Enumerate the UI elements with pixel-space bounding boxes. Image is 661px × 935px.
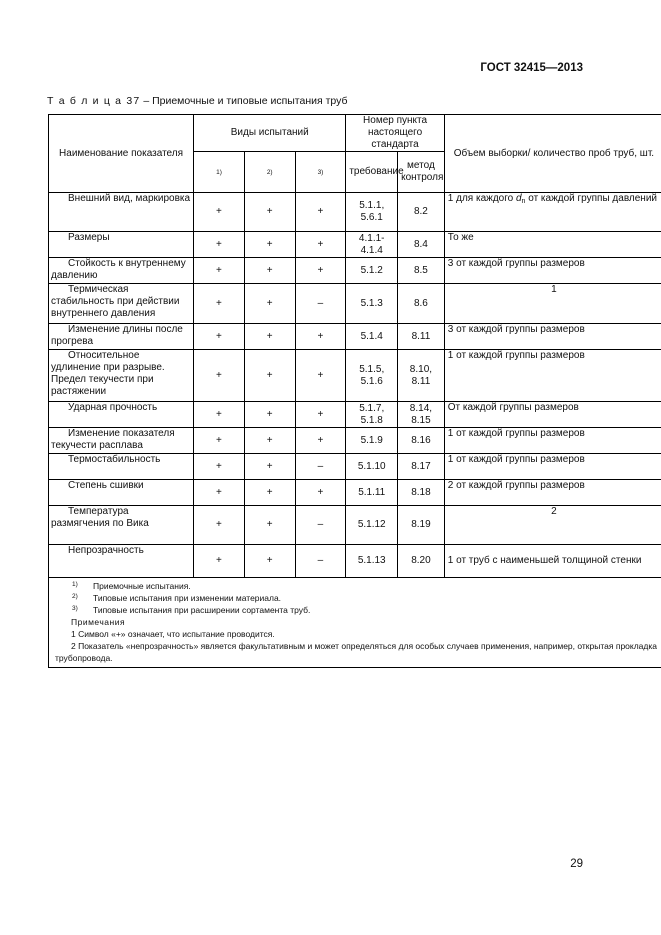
tests-table <box>48 114 661 668</box>
test-mark-1: 1) <box>216 168 222 176</box>
row-method: 8.2 <box>398 193 445 232</box>
table-row <box>49 324 661 350</box>
row-test-3: + <box>295 428 346 454</box>
row-test-3: + <box>295 324 346 350</box>
row-sample-text: 1 <box>551 284 557 295</box>
row-sample <box>444 545 661 578</box>
row-name: Внешний вид, маркировка <box>49 193 194 232</box>
footnote <box>55 604 657 616</box>
row-test-1: + <box>194 454 245 480</box>
row-method: 8.18 <box>398 480 445 506</box>
row-name: Термическая стабильность при действии внутреннего давления <box>49 284 194 324</box>
table-row <box>49 258 661 284</box>
col-header-method: метод контроля <box>398 152 445 193</box>
row-name: Термостабильность <box>49 454 194 480</box>
row-method: 8.11 <box>398 324 445 350</box>
row-test-1: + <box>194 324 245 350</box>
row-name: Изменение показателя текучести расплава <box>49 428 194 454</box>
table-row <box>49 284 661 324</box>
row-sample-text: От каждой группы размеров <box>447 402 579 413</box>
row-test-1: + <box>194 428 245 454</box>
row-requirement: 5.1.5, 5.1.6 <box>346 350 398 402</box>
table-row <box>49 232 661 258</box>
row-name: Изменение длины после прогрева <box>49 324 194 350</box>
row-requirement: 5.1.11 <box>346 480 398 506</box>
footnote-mark: 3) <box>72 605 78 612</box>
row-requirement: 5.1.7, 5.1.8 <box>346 402 398 428</box>
table-row <box>49 402 661 428</box>
footnote-mark: 2) <box>72 593 78 600</box>
footnote-text: Типовые испытания при изменении материала. <box>93 593 282 603</box>
row-requirement: 4.1.1-4.1.4 <box>346 232 398 258</box>
col-header-test-3 <box>295 152 346 193</box>
footnote <box>55 592 657 604</box>
row-sample-text: 3 от каждой группы размеров <box>447 324 585 335</box>
row-test-1: + <box>194 193 245 232</box>
row-test-1: + <box>194 232 245 258</box>
row-sample-text: 2 от каждой группы размеров <box>447 480 585 491</box>
row-test-3: – <box>295 506 346 545</box>
footnote-text: Типовые испытания при расширении сортамента труб. <box>93 605 311 615</box>
table-row <box>49 350 661 402</box>
row-sample <box>444 454 661 480</box>
row-sample-tail: от каждой группы давлений <box>525 193 658 204</box>
table-row <box>49 193 661 232</box>
row-test-2: + <box>244 193 295 232</box>
row-sample-text: То же <box>447 232 474 243</box>
row-requirement: 5.1.12 <box>346 506 398 545</box>
test-mark-2: 2) <box>266 168 273 176</box>
row-sample <box>444 350 661 402</box>
row-sample-text: 1 от труб с наименьшей толщиной стенки <box>447 555 642 566</box>
table-caption <box>47 95 348 107</box>
row-test-2: + <box>244 402 295 428</box>
row-method: 8.14, 8.15 <box>398 402 445 428</box>
row-sample <box>444 402 661 428</box>
row-method: 8.17 <box>398 454 445 480</box>
row-test-1: + <box>194 545 245 578</box>
row-test-1: + <box>194 402 245 428</box>
col-header-tests: Виды испытаний <box>194 115 346 152</box>
row-requirement: 5.1.13 <box>346 545 398 578</box>
row-test-3: + <box>295 480 346 506</box>
row-sample <box>444 258 661 284</box>
row-method: 8.5 <box>398 258 445 284</box>
table-row <box>49 454 661 480</box>
row-method: 8.4 <box>398 232 445 258</box>
row-test-2: + <box>244 232 295 258</box>
row-sample <box>444 506 661 545</box>
standard-designation: ГОСТ 32415—2013 <box>480 62 583 74</box>
row-name: Ударная прочность <box>49 402 194 428</box>
footnote <box>55 580 657 592</box>
row-sample <box>444 324 661 350</box>
table-caption-prefix: Т а б л и ц а 37 <box>47 95 141 107</box>
row-test-1: + <box>194 480 245 506</box>
row-method: 8.6 <box>398 284 445 324</box>
table-footer <box>49 578 661 668</box>
table-row <box>49 545 661 578</box>
row-test-2: + <box>244 324 295 350</box>
table-row <box>49 480 661 506</box>
row-sample-text: 1 для каждого <box>447 193 514 204</box>
row-name: Степень сшивки <box>49 480 194 506</box>
row-method: 8.16 <box>398 428 445 454</box>
notes-title: Примечания <box>71 617 126 627</box>
note-item: 1 Символ «+» означает, что испытание проводится. <box>71 629 275 639</box>
row-test-2: + <box>244 480 295 506</box>
row-test-2: + <box>244 428 295 454</box>
row-name: Размеры <box>49 232 194 258</box>
row-requirement: 5.1.4 <box>346 324 398 350</box>
row-requirement: 5.1.10 <box>346 454 398 480</box>
row-name: Температура размягчения по Вика <box>49 506 194 545</box>
row-test-1: + <box>194 506 245 545</box>
row-test-2: + <box>244 454 295 480</box>
col-header-test-1 <box>194 152 245 193</box>
footnote-mark: 1) <box>72 581 78 588</box>
col-header-test-2 <box>244 152 295 193</box>
col-header-sample: Объем выборки/ количество проб труб, шт. <box>444 115 661 193</box>
row-requirement: 5.1.9 <box>346 428 398 454</box>
row-test-3: + <box>295 258 346 284</box>
row-sample-subscript: n <box>521 198 526 205</box>
row-sample-text: 2 <box>551 506 557 517</box>
row-test-3: + <box>295 232 346 258</box>
row-sample-symbol: d <box>515 193 522 204</box>
row-name: Стойкость к внутреннему давлению <box>49 258 194 284</box>
row-name: Непрозрачность <box>49 545 194 578</box>
row-sample <box>444 232 661 258</box>
row-requirement: 5.1.2 <box>346 258 398 284</box>
col-header-requirement: требование <box>346 152 398 193</box>
page-number: 29 <box>570 858 583 870</box>
row-sample-text: 1 от каждой группы размеров <box>447 428 585 439</box>
row-requirement: 5.1.1, 5.6.1 <box>346 193 398 232</box>
row-sample <box>444 480 661 506</box>
row-method: 8.20 <box>398 545 445 578</box>
row-sample-text: 1 от каждой группы размеров <box>447 350 585 361</box>
col-header-clause: Номер пункта настоящего стандарта <box>346 115 444 152</box>
table-caption-text: – Приемочные и типовые испытания труб <box>140 95 348 107</box>
col-header-name: Наименование показателя <box>49 115 194 193</box>
note-item: 2 Показатель «непрозрачность» является факультативным и может определяться для особых случаев применения, например, открытая прокладка трубопровода. <box>55 641 658 663</box>
footnote-text: Приемочные испытания. <box>93 581 191 591</box>
row-test-3: – <box>295 545 346 578</box>
row-test-2: + <box>244 258 295 284</box>
row-method: 8.10, 8.11 <box>398 350 445 402</box>
test-mark-3: 3) <box>317 168 324 176</box>
row-test-2: + <box>244 350 295 402</box>
row-sample <box>444 428 661 454</box>
table-row <box>49 506 661 545</box>
row-name: Относительное удлинение при разрыве. Предел текучести при растяжении <box>49 350 194 402</box>
row-requirement: 5.1.3 <box>346 284 398 324</box>
row-sample <box>444 193 661 232</box>
row-method: 8.19 <box>398 506 445 545</box>
row-sample-text: 3 от каждой группы размеров <box>447 258 585 269</box>
row-sample <box>444 284 661 324</box>
row-test-3: + <box>295 193 346 232</box>
row-test-2: + <box>244 284 295 324</box>
table-footer-row <box>49 578 661 668</box>
row-test-2: + <box>244 506 295 545</box>
row-test-3: – <box>295 284 346 324</box>
row-test-1: + <box>194 284 245 324</box>
row-test-3: + <box>295 402 346 428</box>
row-test-2: + <box>244 545 295 578</box>
row-test-3: – <box>295 454 346 480</box>
row-sample-text: 1 от каждой группы размеров <box>447 454 585 465</box>
row-test-3: + <box>295 350 346 402</box>
row-test-1: + <box>194 258 245 284</box>
row-test-1: + <box>194 350 245 402</box>
table-row <box>49 428 661 454</box>
